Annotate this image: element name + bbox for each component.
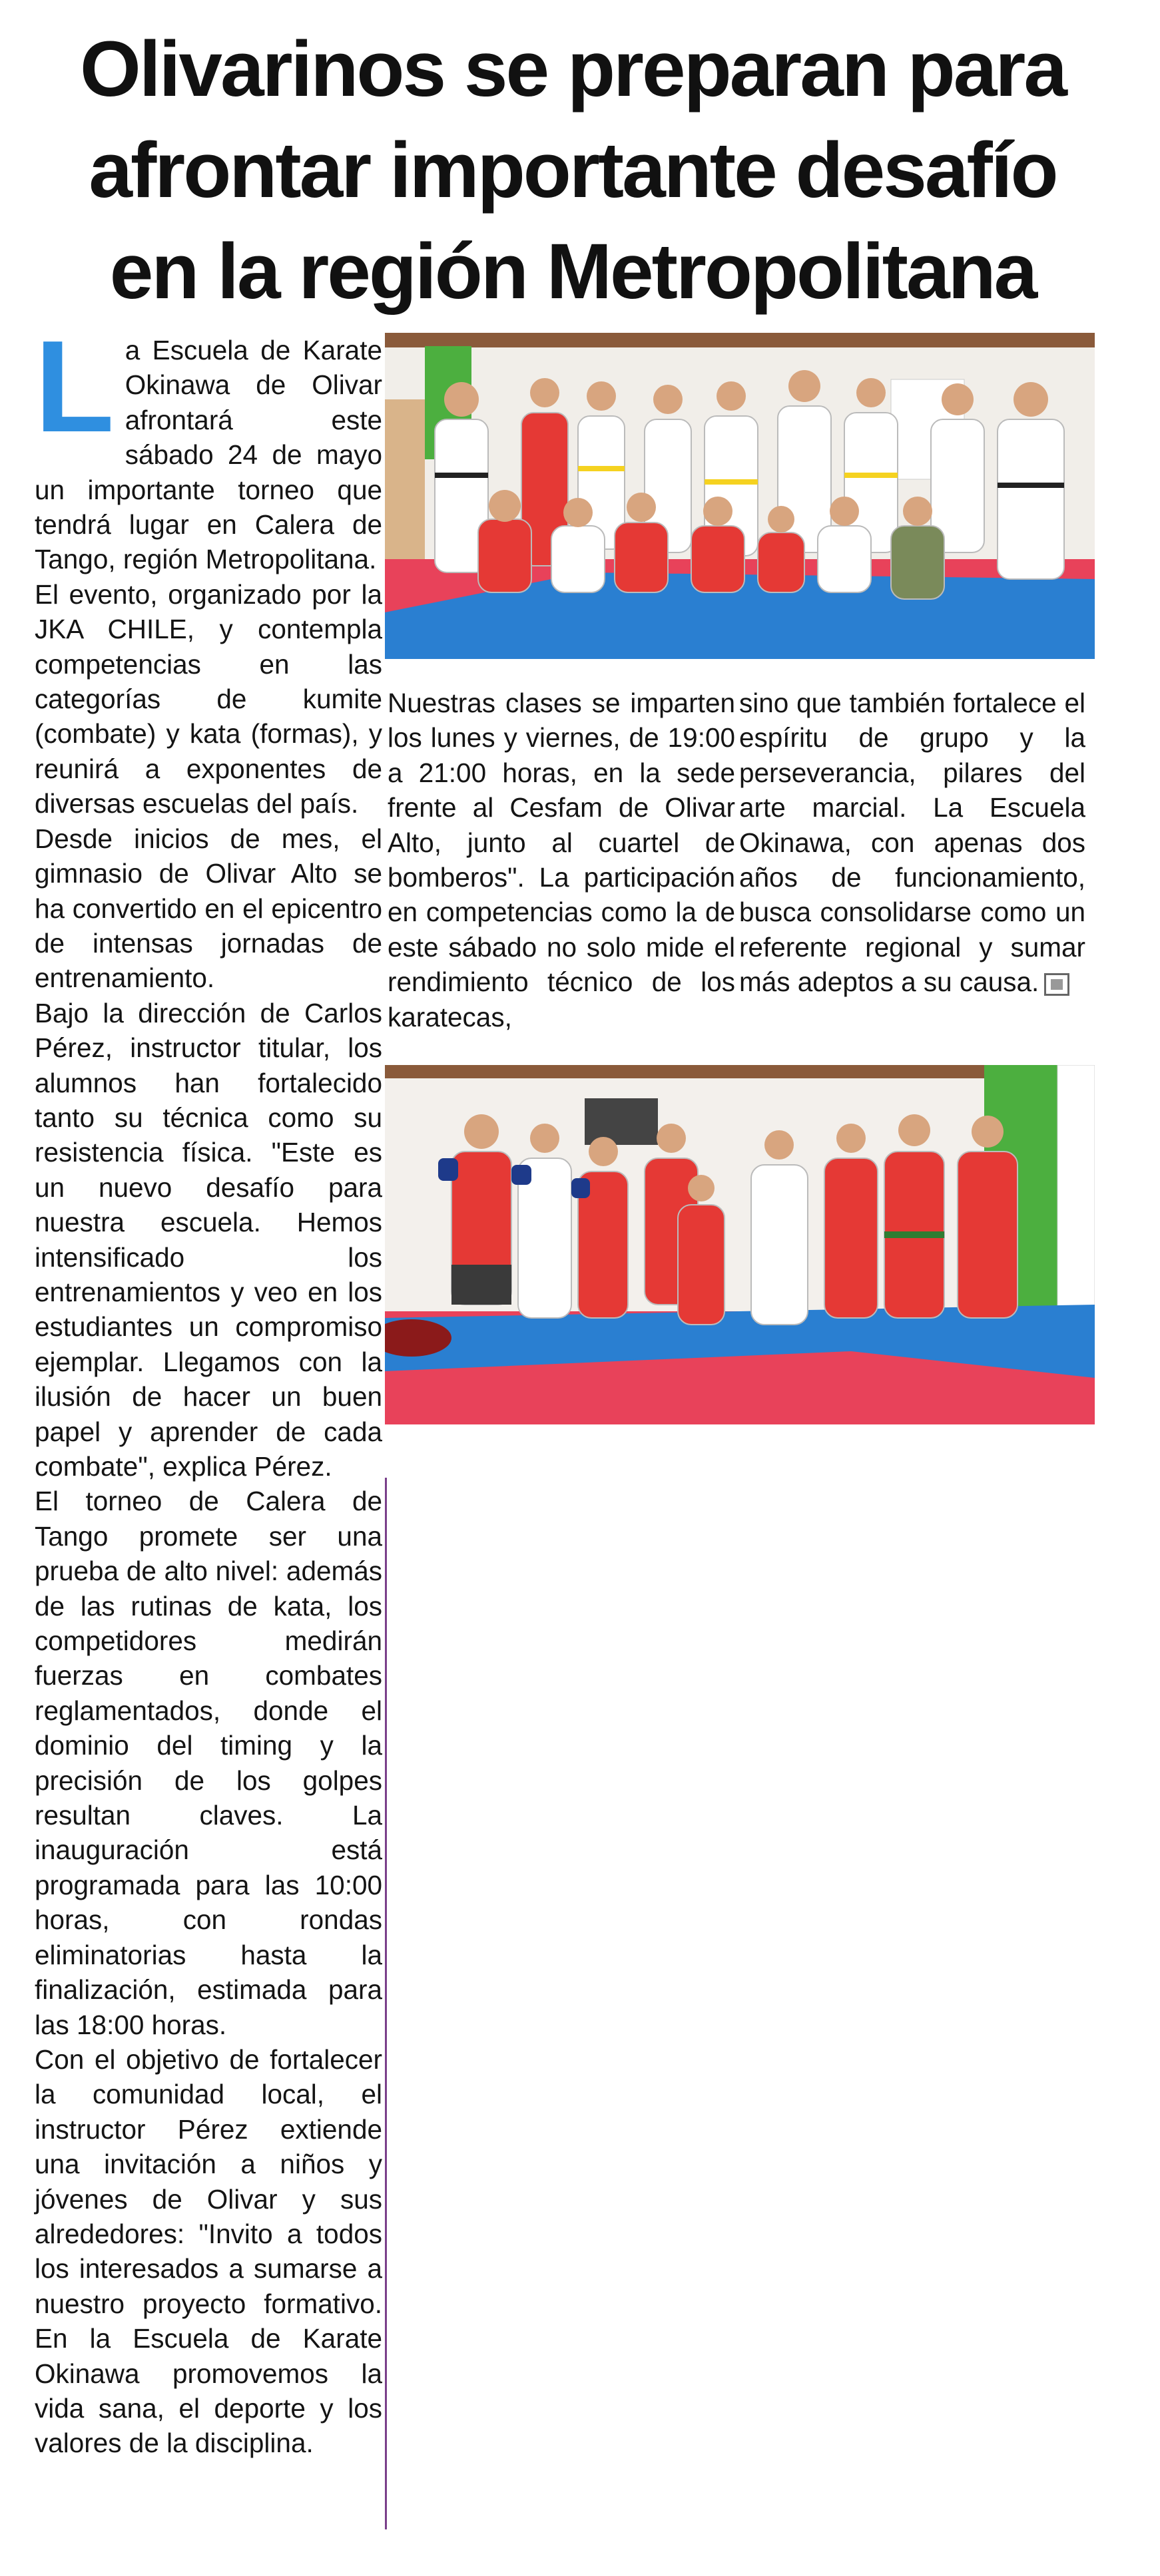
article-paragraph-8: sino que también fortalece el espíritu de grupo y la perseverancia, pilares del arte marcial. La Escuela Okinawa, con apenas dos años de funcionamiento, busca consolidarse como un referente regional y sumar más adeptos a su causa. <box>739 688 1085 998</box>
headline-line-1: Olivarinos se preparan para <box>80 25 1065 113</box>
headline-line-2: afrontar importante desafío <box>89 126 1057 214</box>
article-column-1 <box>35 314 382 2461</box>
article-paragraph-3: Desde inicios de mes, el gimnasio de Olivar Alto se ha convertido en el epicentro de intensas jornadas de entrenamiento. <box>35 823 382 994</box>
drop-cap: L <box>35 314 115 459</box>
article-paragraph-2: El evento, organizado por la JKA CHILE, y contempla competencias en las categorías de kumite (combate) y kata (formas), y reunirá a exponentes de diversas escuelas del país. <box>35 578 382 819</box>
training-photo <box>385 1065 1095 1424</box>
group-photo <box>385 333 1095 659</box>
article-column-2 <box>388 686 735 1034</box>
article-paragraph-5: El torneo de Calera de Tango promete ser una prueba de alto nivel: además de las rutinas de kata, los competidores medirán fuerzas en combates reglamentados, donde el dominio del timing y la precisión de los golpes resultan claves. La inauguración está programada para las 10:00 horas, con rondas eliminatorias hasta la finalización, estimada para las 18:00 horas. <box>35 1486 382 2040</box>
article-paragraph-6: Con el objetivo de fortalecer la comunidad local, el instructor Pérez extiende una invitación a niños y jóvenes de Olivar y sus alrededores: "Invito a todos los interesados a sumarse a nuestro proyecto formativo. En la Escuela de Karate Okinawa promovemos la vida sana, el deporte y los valores de la disciplina. <box>35 2043 382 2459</box>
article-paragraph-1: La Escuela de Karate Okinawa de Olivar afrontará este sábado 24 de mayo un importante torneo que tendrá lugar en Calera de Tango, región Metropolitana. <box>35 314 382 575</box>
headline <box>20 19 1125 322</box>
article-paragraph-7: Nuestras clases se imparten los lunes y viernes, de 19:00 a 21:00 horas, en la sede frente al Cesfam de Olivar Alto, junto al cuartel de bomberos". La participación en competencias como la de este sábado no solo mide el rendimiento técnico de los karatecas, <box>388 688 735 1032</box>
column-divider <box>385 1478 387 2529</box>
article-paragraph-4: Bajo la dirección de Carlos Pérez, instructor titular, los alumnos han fortalecido tanto su técnica como su resistencia física. "Este es un nuevo desafío para nuestra escuela. Hemos intensificado los entrenamientos y veo en los estudiantes un compromiso ejemplar. Llegamos con la ilusión de hacer un buen papel y aprender de cada combate", explica Pérez. <box>35 997 382 1482</box>
headline-line-3: en la región Metropolitana <box>109 228 1036 316</box>
end-mark-icon <box>1044 973 1069 996</box>
article-column-3 <box>739 686 1085 1000</box>
